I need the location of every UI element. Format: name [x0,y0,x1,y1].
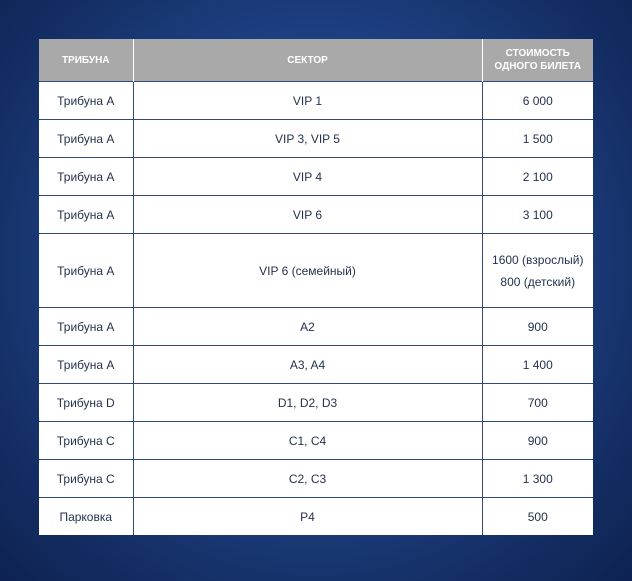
sector-cell: P4 [133,498,482,536]
header-sector: СЕКТОР [133,39,482,82]
child-price: 800 (детский) [500,274,576,289]
table-header-row [39,39,593,82]
price-cell: 900 [482,422,593,460]
sector-cell: VIP 4 [133,158,482,196]
price-cell: 1 500 [482,120,593,158]
price-cell: 900 [482,308,593,346]
sector-cell: C2, C3 [133,460,482,498]
tribune-cell: Трибуна C [39,422,133,460]
price-cell: 500 [482,498,593,536]
sector-cell: VIP 3, VIP 5 [133,120,482,158]
tribune-cell: Трибуна A [39,82,133,120]
sector-cell: A2 [133,308,482,346]
ticket-price-table [39,39,593,535]
tribune-cell: Трибуна A [39,308,133,346]
tribune-cell: Трибуна A [39,120,133,158]
table-row [39,234,593,308]
table-row [39,498,593,536]
sector-cell: VIP 1 [133,82,482,120]
table-row [39,460,593,498]
tribune-cell: Трибуна A [39,196,133,234]
sector-cell: VIP 6 [133,196,482,234]
table-row [39,158,593,196]
price-cell: 2 100 [482,158,593,196]
tribune-cell: Трибуна C [39,460,133,498]
sector-cell: C1, C4 [133,422,482,460]
price-cell [482,234,593,308]
table-row [39,346,593,384]
table-row [39,120,593,158]
price-cell: 6 000 [482,82,593,120]
sector-cell: A3, A4 [133,346,482,384]
table-row [39,196,593,234]
price-table [39,39,593,535]
sector-cell: VIP 6 (семейный) [133,234,482,308]
tribune-cell: Трибуна A [39,158,133,196]
tribune-cell: Трибуна A [39,346,133,384]
table-row [39,308,593,346]
tribune-cell: Трибуна D [39,384,133,422]
sector-cell: D1, D2, D3 [133,384,482,422]
table-row [39,82,593,120]
table-row [39,422,593,460]
price-cell: 3 100 [482,196,593,234]
header-price: СТОИМОСТЬ ОДНОГО БИЛЕТА [482,39,593,82]
price-cell: 700 [482,384,593,422]
price-cell: 1 300 [482,460,593,498]
header-tribune: ТРИБУНА [39,39,133,82]
adult-price: 1600 (взрослый) [492,252,584,267]
table-row [39,384,593,422]
tribune-cell: Парковка [39,498,133,536]
tribune-cell: Трибуна A [39,234,133,308]
price-cell: 1 400 [482,346,593,384]
